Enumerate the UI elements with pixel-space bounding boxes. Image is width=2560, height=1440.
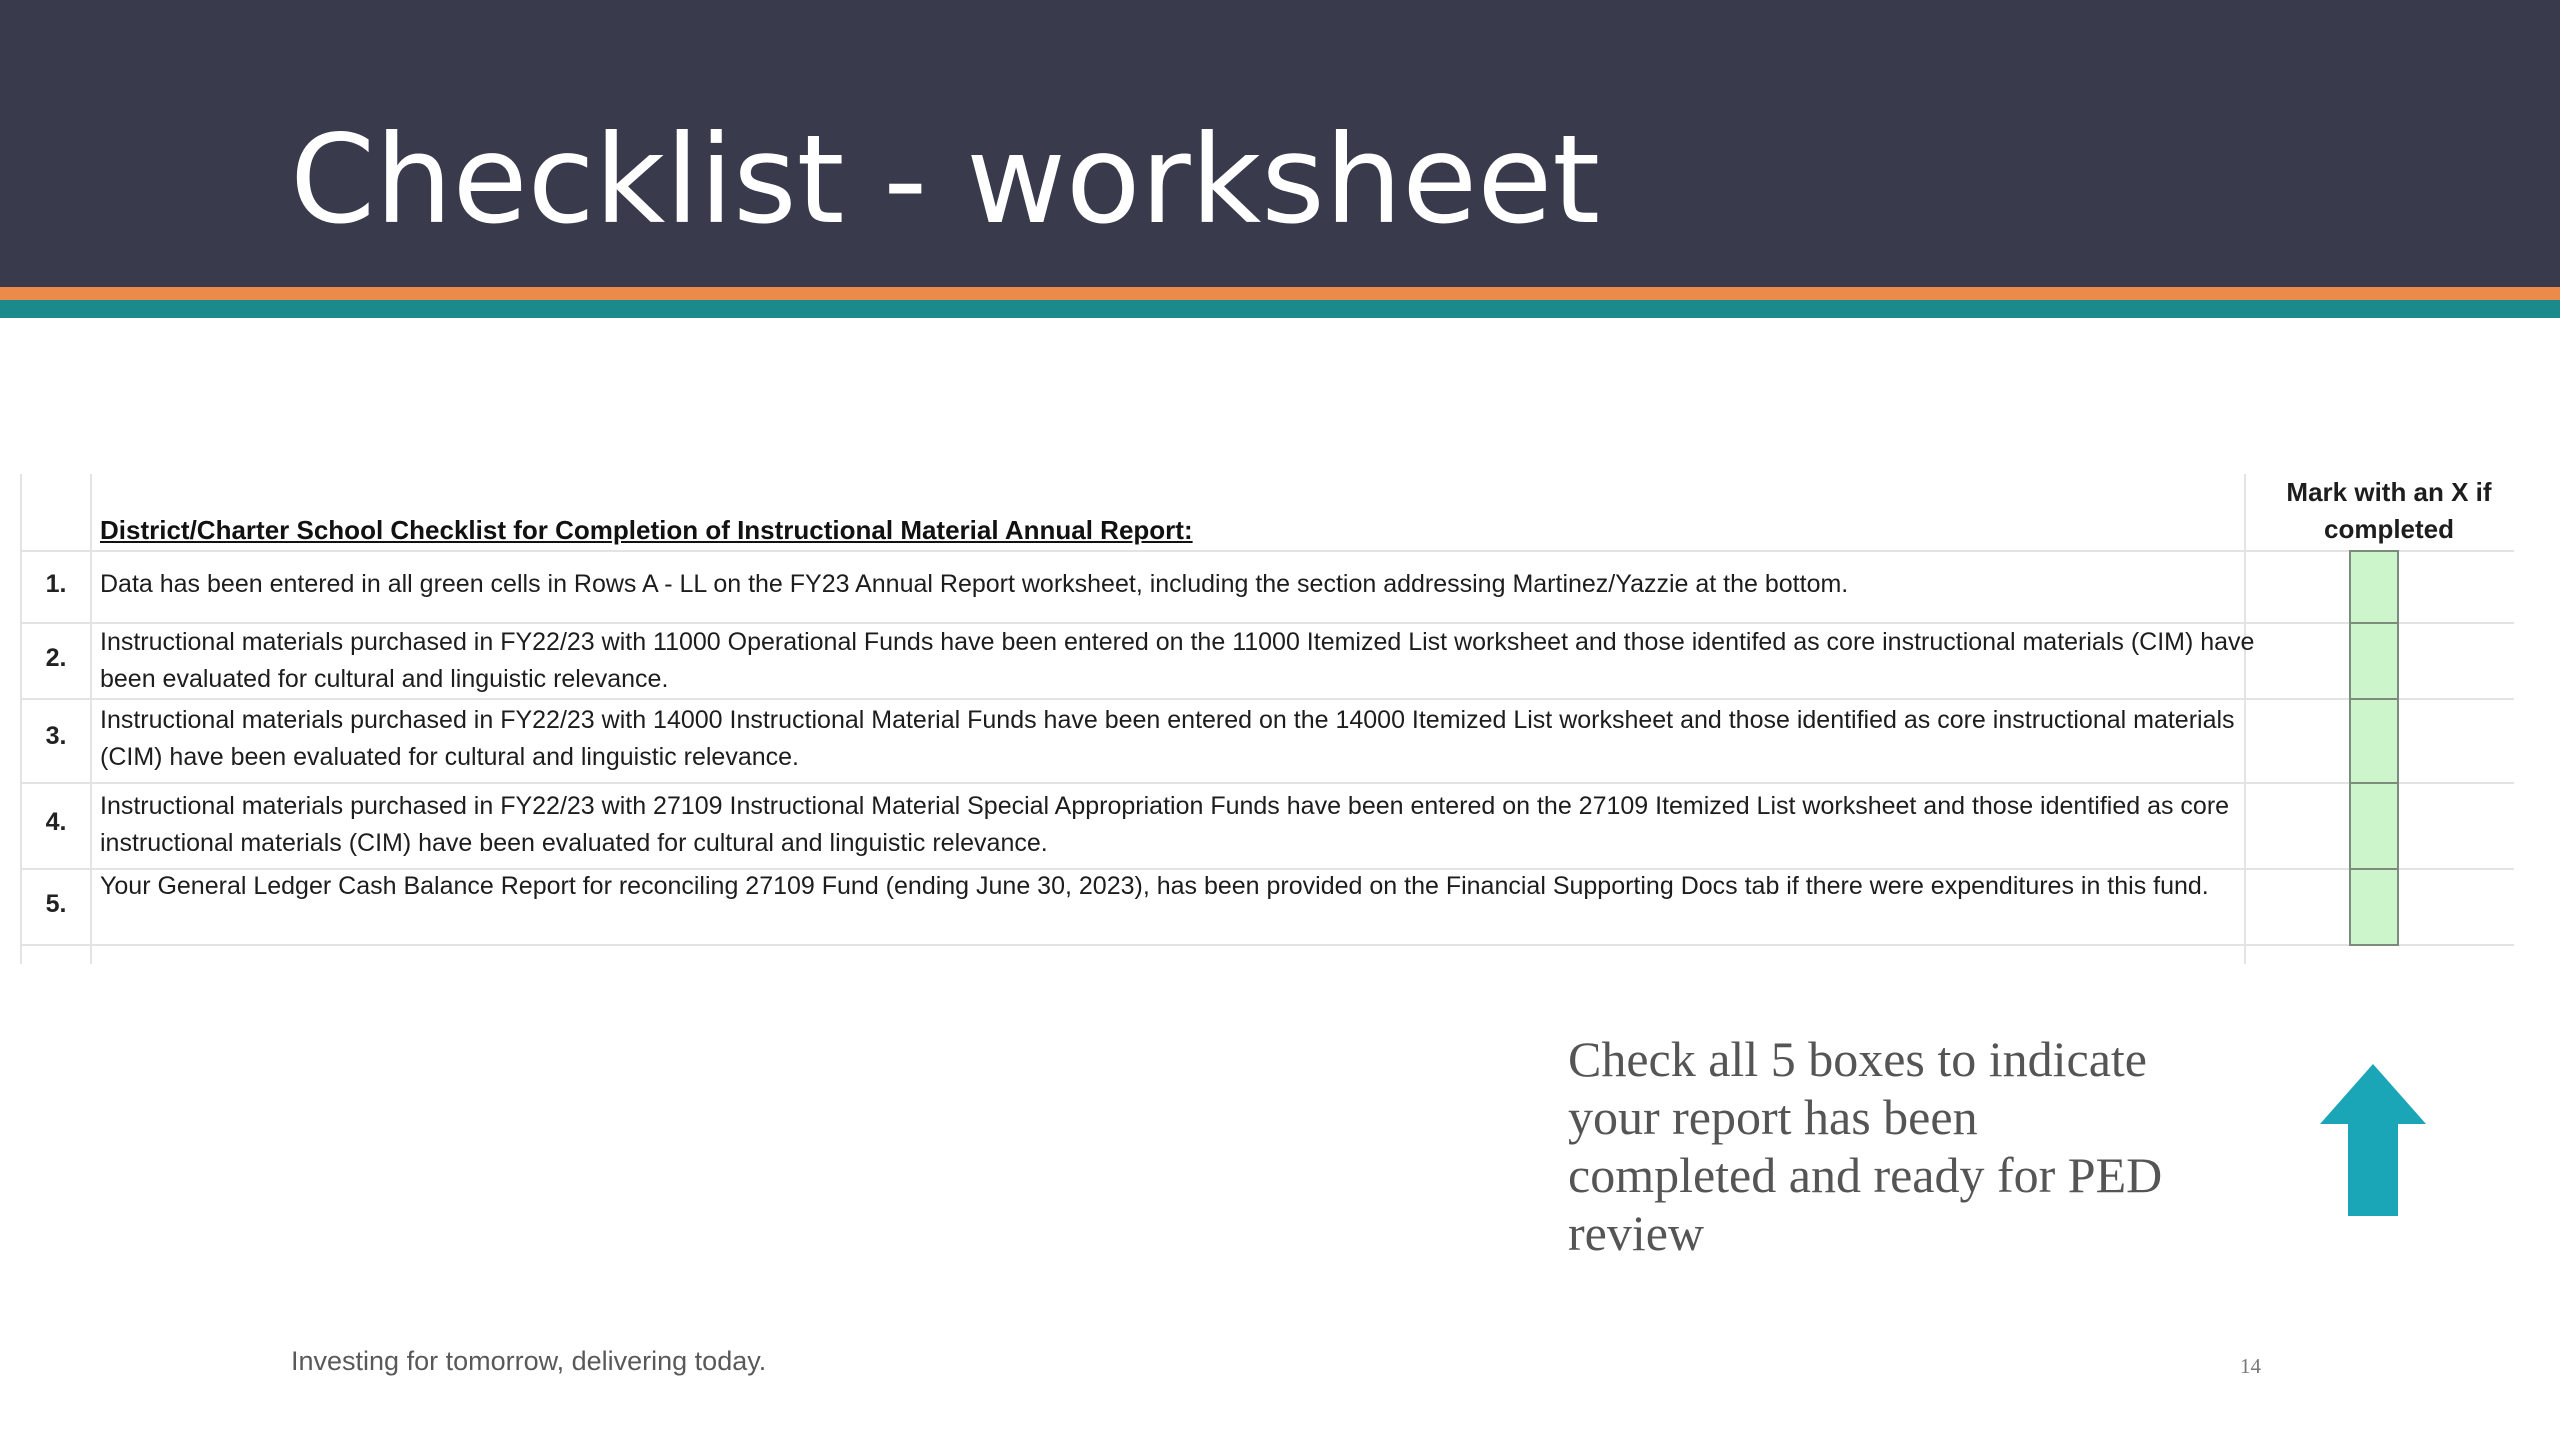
grid-line — [20, 944, 2514, 946]
page-number: 14 — [2240, 1354, 2261, 1378]
instruction-note: Check all 5 boxes to indicate your report has been completed and ready for PED review — [1568, 1031, 2163, 1261]
row-number: 5. — [45, 890, 67, 918]
row-text: Instructional materials purchased in FY22/23 with 11000 Operational Funds have been entered on the 11000 Itemized List worksheet and those identifed as core instructional materials (CIM) have been evaluated for cultural and linguistic relevance. — [100, 628, 2255, 693]
row-text: Instructional materials purchased in FY22/23 with 27109 Instructional Material Special Appropriation Funds have been entered on the 27109 Itemized List worksheet and those identified as core instructional materials (CIM) have been evaluated for cultural and linguistic relevance. — [100, 792, 2230, 857]
completion-checkbox-4[interactable] — [2349, 782, 2399, 870]
table-row — [20, 550, 2514, 622]
table-row — [20, 622, 2514, 698]
completion-checkbox-1[interactable] — [2349, 550, 2399, 624]
table-row — [20, 868, 2514, 944]
up-arrow-icon — [2318, 1062, 2428, 1218]
checklist-heading: District/Charter School Checklist for Completion of Instructional Material Annual Report: — [100, 515, 1193, 545]
row-text: Data has been entered in all green cells in Rows A - LL on the FY23 Annual Report worksheet, including the section addressing Martinez/Yazzie at the bottom. — [100, 570, 1849, 598]
footer-tagline: Investing for tomorrow, delivering today. — [291, 1346, 767, 1376]
row-number: 2. — [45, 644, 67, 672]
completion-checkbox-5[interactable] — [2349, 868, 2399, 946]
slide-title: Checklist - worksheet — [290, 109, 1601, 251]
completion-checkbox-2[interactable] — [2349, 622, 2399, 700]
table-row — [20, 782, 2514, 868]
completion-checkbox-3[interactable] — [2349, 698, 2399, 784]
table-row — [20, 698, 2514, 782]
mark-header-line: Mark with an X if — [2286, 477, 2492, 507]
row-text: Your General Ledger Cash Balance Report for reconciling 27109 Fund (ending June 30, 2023), has been provided on the Financial Supporting Docs tab if there were expenditures in this fund. — [100, 872, 2209, 900]
accent-stripe-orange — [0, 287, 2560, 300]
accent-stripe-teal — [0, 300, 2560, 318]
row-number: 4. — [45, 808, 67, 836]
row-text: Instructional materials purchased in FY22/23 with 14000 Instructional Material Funds have been entered on the 14000 Itemized List worksheet and those identified as core instructional materials (CIM) have been evaluated for cultural and linguistic relevance. — [100, 706, 2235, 771]
row-number: 1. — [45, 570, 67, 598]
mark-header-line: completed — [2323, 514, 2455, 544]
mark-column-header — [2264, 474, 2514, 548]
checklist-sheet — [20, 474, 2514, 964]
row-number: 3. — [45, 722, 67, 750]
